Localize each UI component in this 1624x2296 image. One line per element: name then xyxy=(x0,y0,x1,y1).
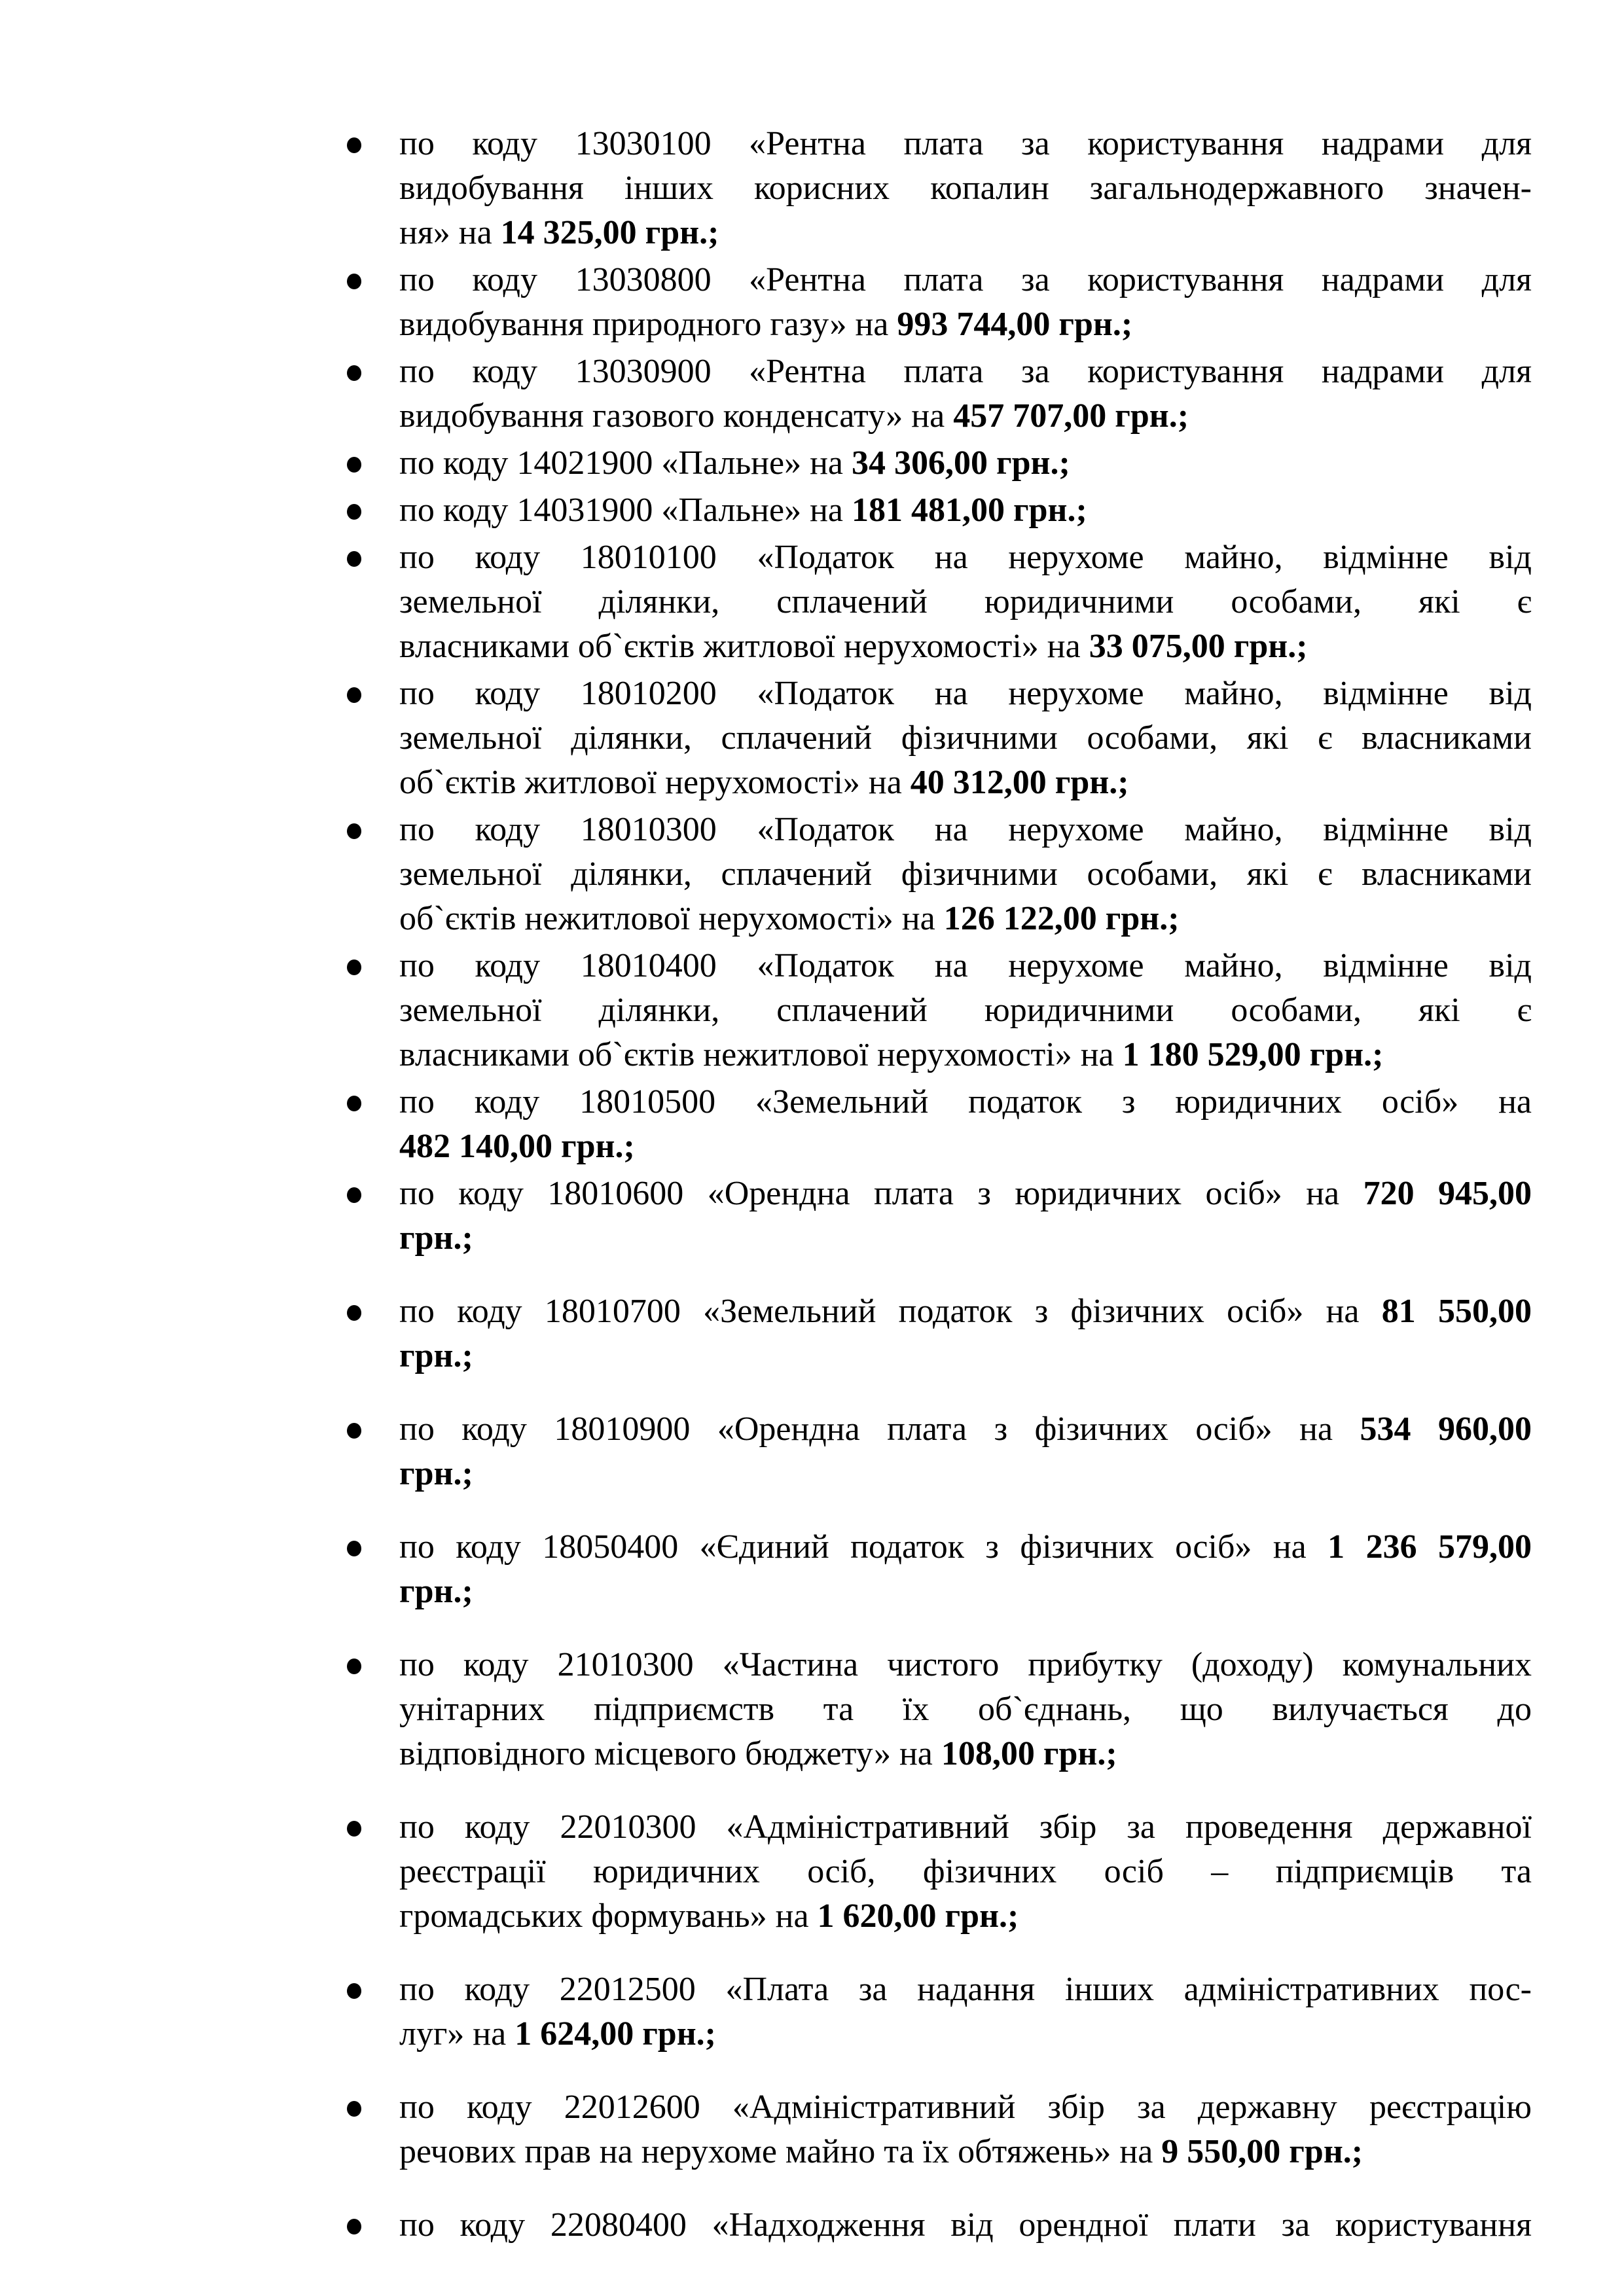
text-run: земельної ділянки, сплачений фізичними особами, які є власниками xyxy=(399,855,1532,893)
amount-text: 1 620,00 грн.; xyxy=(817,1897,1019,1935)
text-line xyxy=(399,2203,1532,2248)
list-item-13030800 xyxy=(399,258,1532,347)
text-line xyxy=(399,1894,1532,1939)
text-line xyxy=(399,441,1532,486)
text-line xyxy=(399,1334,1532,1378)
amount-text: 9 550,00 грн.; xyxy=(1161,2133,1363,2170)
text-line xyxy=(399,897,1532,941)
bullet-icon xyxy=(347,1659,361,1674)
list-item-18010100 xyxy=(399,535,1532,669)
text-run: по коду 13030800 «Рентна плата за користування надрами для xyxy=(399,261,1532,298)
text-line xyxy=(399,988,1532,1033)
amount-text: 108,00 грн.; xyxy=(941,1735,1117,1772)
list-item-18010200 xyxy=(399,672,1532,805)
item-text xyxy=(399,1967,1532,2056)
text-run: земельної ділянки, сплачений юридичними особами, які є xyxy=(399,992,1532,1029)
bullet-icon xyxy=(347,823,361,839)
text-run: ня» на xyxy=(399,214,501,251)
text-run: по коду 21010300 «Частина чистого прибутку (доходу) комунальних xyxy=(399,1646,1532,1683)
amount-text: грн.; xyxy=(399,1573,473,1610)
amount-text: 457 707,00 грн.; xyxy=(953,397,1189,435)
list-item-18010400 xyxy=(399,944,1532,1077)
amount-text: 126 122,00 грн.; xyxy=(943,900,1180,937)
text-run: видобування газового конденсату» на xyxy=(399,397,954,435)
item-text xyxy=(399,1080,1532,1169)
text-run: земельної ділянки, сплачений фізичними особами, які є власниками xyxy=(399,719,1532,757)
text-run: по коду 18010400 «Податок на нерухоме майно, відмінне від xyxy=(399,947,1532,984)
text-run: об`єктів житлової нерухомості» на xyxy=(399,764,911,801)
text-line xyxy=(399,535,1532,580)
text-line xyxy=(399,852,1532,897)
list-item-13030100 xyxy=(399,122,1532,255)
amount-text: грн.; xyxy=(399,1337,473,1374)
text-line xyxy=(399,624,1532,669)
amount-text: 14 325,00 грн.; xyxy=(500,214,719,251)
text-line xyxy=(399,2085,1532,2130)
item-text xyxy=(399,1643,1532,1776)
text-run: по коду 22010300 «Адміністративний збір за проведення державної xyxy=(399,1808,1532,1846)
text-line xyxy=(399,2130,1532,2174)
text-line xyxy=(399,1732,1532,1776)
text-line xyxy=(399,122,1532,166)
text-line xyxy=(399,716,1532,761)
text-run: по коду 13030900 «Рентна плата за користування надрами для xyxy=(399,353,1532,390)
text-run: по коду 22012500 «Плата за надання інших адміністративних пос- xyxy=(399,1971,1532,2008)
text-run: по коду 13030100 «Рентна плата за користування надрами для xyxy=(399,125,1532,162)
list-item-13030900 xyxy=(399,350,1532,439)
bullet-icon xyxy=(347,1983,361,1999)
list-item-18010900 xyxy=(399,1407,1532,1496)
text-run: по коду 22080400 «Надходження від орендної плати за користування xyxy=(399,2206,1532,2244)
text-line xyxy=(399,350,1532,394)
text-run: по коду 18010700 «Земельний податок з фізичних осіб» на xyxy=(399,1293,1382,1330)
list-item-21010300 xyxy=(399,1643,1532,1776)
text-line xyxy=(399,1289,1532,1334)
text-line xyxy=(399,1124,1532,1169)
text-run: по коду 18010300 «Податок на нерухоме майно, відмінне від xyxy=(399,811,1532,848)
text-run: по коду 18010900 «Орендна плата з фізичних осіб» на xyxy=(399,1410,1360,1448)
list-item-14031900 xyxy=(399,488,1532,533)
item-text xyxy=(399,535,1532,669)
text-run: власниками об`єктів нежитлової нерухомості» на xyxy=(399,1036,1123,1073)
text-line xyxy=(399,2012,1532,2056)
amount-text: 482 140,00 грн.; xyxy=(399,1128,635,1165)
text-run: по коду 22012600 «Адміністративний збір за державну реєстрацію xyxy=(399,2089,1532,2126)
list-item-22012500 xyxy=(399,1967,1532,2056)
text-line xyxy=(399,1687,1532,1732)
bullet-icon xyxy=(347,1096,361,1111)
item-text xyxy=(399,258,1532,347)
amount-text: 40 312,00 грн.; xyxy=(910,764,1129,801)
budget-code-list xyxy=(399,122,1532,2248)
text-line xyxy=(399,1967,1532,2012)
item-text xyxy=(399,1805,1532,1939)
item-text xyxy=(399,808,1532,941)
text-run: по коду 18010100 «Податок на нерухоме майно, відмінне від xyxy=(399,539,1532,576)
bullet-icon xyxy=(347,1187,361,1203)
amount-text: 181 481,00 грн.; xyxy=(851,492,1087,529)
text-run: речових прав на нерухоме майно та їх обтяжень» на xyxy=(399,2133,1162,2170)
amount-text: 720 945,00 xyxy=(1363,1175,1532,1212)
item-text xyxy=(399,441,1532,486)
amount-text: 81 550,00 xyxy=(1381,1293,1532,1330)
text-run: по коду 14021900 «Пальне» на xyxy=(399,444,852,482)
list-item-18010300 xyxy=(399,808,1532,941)
text-line xyxy=(399,302,1532,347)
text-line xyxy=(399,488,1532,533)
text-run: відповідного місцевого бюджету» на xyxy=(399,1735,941,1772)
bullet-icon xyxy=(347,1821,361,1837)
bullet-icon xyxy=(347,960,361,975)
amount-text: 1 236 579,00 xyxy=(1327,1528,1532,1566)
text-run: по коду 18010500 «Земельний податок з юридичних осіб» на xyxy=(399,1083,1532,1121)
item-text xyxy=(399,1289,1532,1378)
item-text xyxy=(399,488,1532,533)
amount-text: 534 960,00 xyxy=(1360,1410,1532,1448)
item-text xyxy=(399,122,1532,255)
list-item-18010700 xyxy=(399,1289,1532,1378)
bullet-icon xyxy=(347,274,361,289)
list-item-14021900 xyxy=(399,441,1532,486)
text-line xyxy=(399,1080,1532,1124)
text-line xyxy=(399,1850,1532,1894)
text-line xyxy=(399,672,1532,716)
amount-text: 34 306,00 грн.; xyxy=(851,444,1070,482)
list-item-22080400 xyxy=(399,2203,1532,2248)
text-line xyxy=(399,1452,1532,1496)
item-text xyxy=(399,2085,1532,2174)
bullet-icon xyxy=(347,457,361,473)
text-run: по коду 14031900 «Пальне» на xyxy=(399,492,852,529)
amount-text: грн.; xyxy=(399,1455,473,1492)
text-line xyxy=(399,1525,1532,1570)
list-item-18050400 xyxy=(399,1525,1532,1614)
bullet-icon xyxy=(347,1305,361,1321)
text-line xyxy=(399,1805,1532,1850)
text-run: громадських формувань» на xyxy=(399,1897,818,1935)
bullet-icon xyxy=(347,551,361,567)
text-line xyxy=(399,580,1532,624)
text-line xyxy=(399,1643,1532,1687)
amount-text: 1 624,00 грн.; xyxy=(514,2015,716,2053)
item-text xyxy=(399,1172,1532,1261)
item-text xyxy=(399,672,1532,805)
amount-text: грн.; xyxy=(399,1219,473,1257)
text-line xyxy=(399,394,1532,439)
bullet-icon xyxy=(347,137,361,153)
text-run: по коду 18010200 «Податок на нерухоме майно, відмінне від xyxy=(399,675,1532,712)
text-run: реєстрації юридичних осіб, фізичних осіб – підприємців та xyxy=(399,1853,1532,1890)
amount-text: 33 075,00 грн.; xyxy=(1089,628,1308,665)
bullet-icon xyxy=(347,687,361,703)
text-line xyxy=(399,1407,1532,1452)
bullet-icon xyxy=(347,365,361,381)
text-line xyxy=(399,258,1532,302)
item-text xyxy=(399,2203,1532,2248)
text-line xyxy=(399,1570,1532,1614)
text-run: земельної ділянки, сплачений юридичними особами, які є xyxy=(399,583,1532,620)
text-run: унітарних підприємств та їх об`єднань, що вилучається до xyxy=(399,1691,1532,1728)
text-line xyxy=(399,1033,1532,1077)
bullet-icon xyxy=(347,2219,361,2234)
text-line xyxy=(399,166,1532,211)
list-item-22010300 xyxy=(399,1805,1532,1939)
text-line xyxy=(399,944,1532,988)
item-text xyxy=(399,1525,1532,1614)
text-run: об`єктів нежитлової нерухомості» на xyxy=(399,900,944,937)
text-line xyxy=(399,808,1532,852)
text-run: луг» на xyxy=(399,2015,515,2053)
amount-text: 1 180 529,00 грн.; xyxy=(1122,1036,1384,1073)
bullet-icon xyxy=(347,1541,361,1556)
item-text xyxy=(399,1407,1532,1496)
text-line xyxy=(399,761,1532,805)
text-line xyxy=(399,1216,1532,1261)
item-text xyxy=(399,944,1532,1077)
item-text xyxy=(399,350,1532,439)
text-run: по коду 18010600 «Орендна плата з юридичних осіб» на xyxy=(399,1175,1363,1212)
bullet-icon xyxy=(347,2101,361,2117)
bullet-icon xyxy=(347,1423,361,1439)
text-run: видобування інших корисних копалин загальнодержавного значен- xyxy=(399,170,1532,207)
text-run: власниками об`єктів житлової нерухомості» на xyxy=(399,628,1089,665)
text-run: по коду 18050400 «Єдиний податок з фізичних осіб» на xyxy=(399,1528,1328,1566)
text-run: видобування природного газу» на xyxy=(399,306,897,343)
text-line xyxy=(399,1172,1532,1216)
text-line xyxy=(399,211,1532,255)
bullet-icon xyxy=(347,504,361,520)
list-item-18010600 xyxy=(399,1172,1532,1261)
amount-text: 993 744,00 грн.; xyxy=(897,306,1133,343)
list-item-18010500 xyxy=(399,1080,1532,1169)
list-item-22012600 xyxy=(399,2085,1532,2174)
